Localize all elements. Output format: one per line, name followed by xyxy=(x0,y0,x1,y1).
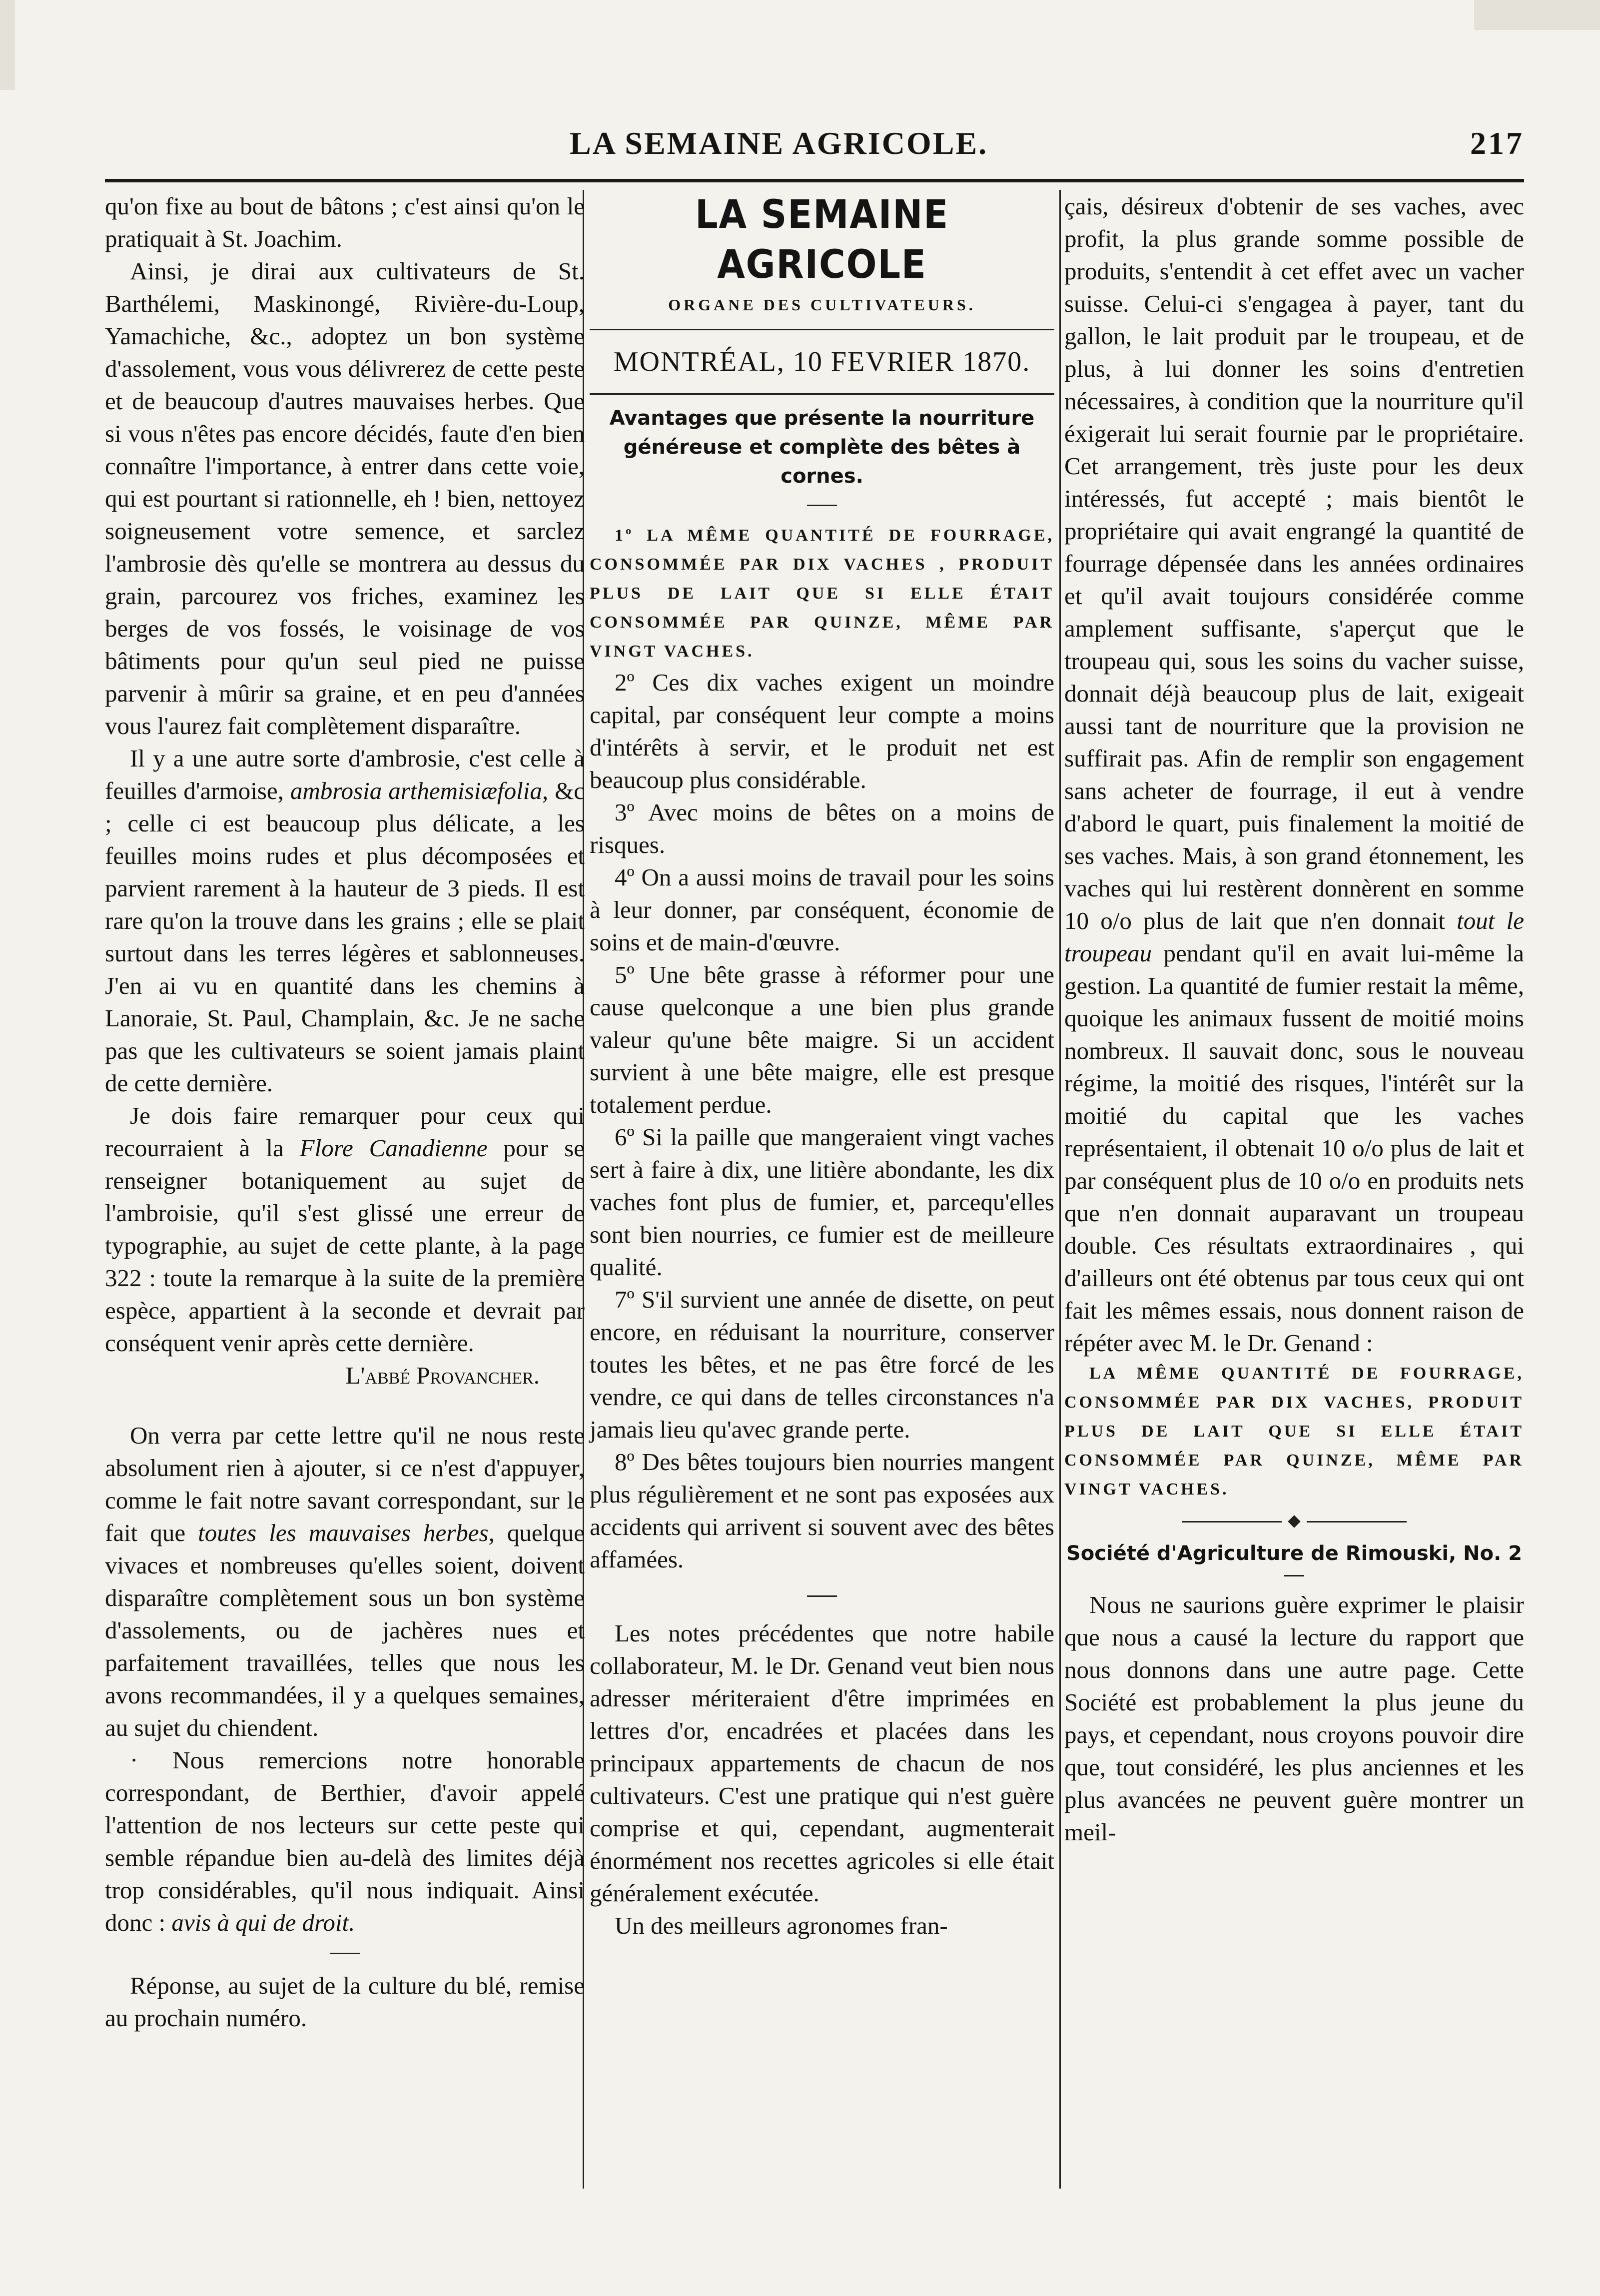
paragraph: qu'on fixe au bout de bâtons ; c'est ainsi qu'on le pratiquait à St. Joachim. xyxy=(105,192,585,252)
text-run: On verra par cette lettre qu'il ne nous reste absolument rien à ajouter, si ce n'est d'appuyer, comme le fait notre savant correspondant, sur le fait que xyxy=(105,1422,585,1546)
article-headline: Société d'Agriculture de Rimouski, No. 2 xyxy=(1066,1542,1523,1565)
column-1 xyxy=(105,190,585,2034)
text-run: quelque vivaces et nombreuses qu'elles soient, doivent disparaître complètement sous un bon système d'assolements, ou de jachères nues et parfaitement travaillées, telles que nous les avons recommandées, il y a quelques semaines, au sujet du chiendent. xyxy=(105,1519,585,1741)
text-run: Je dois faire remarquer pour ceux qui recourraient à la xyxy=(105,1102,585,1162)
italic-phrase: avis à qui de droit. xyxy=(171,1909,355,1936)
column-2 xyxy=(590,190,1054,1942)
paragraph: Ainsi, je dirai aux cultivateurs de St. Barthélemi, Maskinongé, Rivière-du-Loup, Yamachiche, &c., adoptez un bon système d'assolement, vous vous délivrerez de cette peste et de beaucoup d'autres mauvaises herbes. Que si vous n'êtes pas encore décidés, faute d'en bien connaître l'importance, à entrer dans cette voie, qui est pourtant si rationnelle, eh ! bien, nettoyez soigneusement votre semence, et sarclez l'ambrosie dès qu'elle se montrera au dessus du grain, parcourez vos friches, examinez les berges de vos fossés, le voisinage de vos bâtiments pour qu'un seul pied ne puisse parvenir à mûrir sa graine, et en peu d'années vous l'aurez fait complètement disparaître. xyxy=(105,257,585,740)
paragraph: Nous ne saurions guère exprimer le plaisir que nous a causé la lecture du rapport que nous donnons dans une autre page. Cette Société est probablement la plus jeune du pays, et cependant, nous croyons pouvoir dire que, tout considéré, les plus anciennes et les plus avancées ne peuvent guère montrer un meil- xyxy=(1064,1591,1524,1846)
list-item: 3º Avec moins de bêtes on a moins de risques. xyxy=(590,798,1054,858)
text-run: · Nous remercions notre honorable correspondant, de Berthier, d'avoir appelé l'attention de nos lecteurs sur cette peste qui semble répandue bien au-delà des limites déjà trop considérables, qu'il nous indiquait. Ainsi donc : xyxy=(105,1746,585,1936)
ornament-line xyxy=(1182,1521,1282,1523)
spacer xyxy=(105,1392,585,1419)
masthead: LA SEMAINE AGRICOLE xyxy=(695,192,949,287)
text-run: &c ; celle ci est beaucoup plus délicate, a les feuilles moins rudes et plus décomposées et parvient rarement à la hauteur de 3 pieds. Il est rare qu'on la trouve dans les grains ; elle se plait surtout dans les terres légères et sablonneuses. J'en ai vu en quantité dans les chemins à Lanoraie, St. Paul, Champlain, &c. Je ne sache pas que les cultivateurs se soient jamais plaint de cette dernière. xyxy=(105,777,585,1097)
italic-phrase: toutes les mauvaises herbes, xyxy=(198,1519,495,1546)
text-run: pendant qu'il en avait lui-même la gestion. La quantité de fumier restait la même, quoique les animaux fussent de moitié moins nombreux. Il sauvait donc, sous le nouveau régime, la moitié des risques, l'intérêt sur la moitié du capital que les vaches représentaient, il obtenait 10 o/o plus de lait et par conséquent plus de 10 o/o en produits nets que n'en donnait auparavant un troupeau double. Ces résultats extraordinaires , qui d'ailleurs ont été obtenus par tous ceux qui ont fait les mêmes essais, nous donnent raison de répéter avec M. le Dr. Genand : xyxy=(1064,939,1525,1357)
section-divider xyxy=(807,1595,837,1597)
ornament-divider xyxy=(1064,1517,1524,1526)
text-run: çais, désireux d'obtenir de ses vaches, avec profit, la plus grande somme possible de produits, s'entendit à cet effet avec un vacher suisse. Celui-ci s'engagea à payer, tant du gallon, le lait produit par le troupeau, et de plus, à lui donner les soins d'entretien nécessaires, à condition que la nourriture qu'il éxigerait lui serait fournie par le propriétaire. Cet arrangement, très juste pour les deux intéressés, fut accepté ; mais bientôt le propriétaire qui avait engrangé la quantité de fourrage dépensée dans les années ordinaires et qu'il avait toujours considérée comme amplement suffisante, s'aperçut que le troupeau qui, sous les soins du vacher suisse, donnait déjà beaucoup plus de lait, exigeait aussi tant de nourriture que la provision ne suffirait pas. Afin de remplir son engagement sans acheter de fourrage, il eut à vendre d'abord le quart, puis finalement la moitié de ses vaches. Mais, à son grand étonnement, les vaches qui lui restèrent donnèrent en somme 10 o/o plus de lait que n'en donnait xyxy=(1064,192,1524,934)
paragraph xyxy=(1064,190,1524,1359)
list-item: 4º On a aussi moins de travail pour les soins à leur donner, par conséquent, économie de soins et de main-d'œuvre. xyxy=(590,863,1054,956)
text-run: Il y a une autre sorte d'ambrosie, c'est celle à feuilles d'armoise, xyxy=(105,745,585,804)
list-item: 5º Une bête grasse à réformer pour une cause quelconque a une bien plus grande valeur qu'une bête maigre. Si un accident survient à une bête maigre, elle est presque totalement perdue. xyxy=(590,961,1054,1118)
italic-phrase: tout le troupeau xyxy=(1064,907,1524,967)
dateline: MONTRÉAL, 10 FEVRIER 1870. xyxy=(613,346,1031,377)
section-divider xyxy=(1284,1575,1304,1576)
paper-edge xyxy=(0,0,15,90)
paragraph: Les notes précédentes que notre habile collaborateur, M. le Dr. Genand veut bien nous adresser mériteraient d'être imprimées en lettres d'or, encadrées et placées dans les principaux appartements de chacun de nos cultivateurs. C'est une pratique qui n'est guère comprise et qui, cependant, augmenterait énormément nos recettes agricoles si elle était généralement exécutée. xyxy=(590,1619,1054,1907)
text-run: pour se renseigner botaniquement au sujet de l'ambroisie, qu'il s'est glissé une erreur de typographie, au sujet de cette plante, à la page 322 : toute la remarque à la suite de la première espèce, appartient à la seconde et devrait par conséquent venir après cette dernière. xyxy=(105,1134,585,1357)
ornament-line xyxy=(1307,1521,1407,1523)
dateline-rule xyxy=(590,393,1054,395)
quote-caps: LA MÊME QUANTITÉ DE FOURRAGE, CONSOMMÉE PAR DIX VACHES, PRODUIT PLUS DE LAIT QUE SI ELLE ÉTAIT CONSOMMÉE PAR QUINZE, MÊME PAR VINGT VACHES. xyxy=(1064,1364,1524,1499)
list-item: 7º S'il survient une année de disette, on peut encore, en réduisant la nourriture, conserver toutes les bêtes, et ne pas être forcé de les vendre, ce qui dans de telles circonstances n'a jamais lieu qu'avec grande perte. xyxy=(590,1286,1054,1443)
paragraph xyxy=(105,742,585,1099)
paragraph xyxy=(105,1419,585,1744)
italic-term: ambrosia arthemisiæfolia, xyxy=(290,777,549,804)
list-item: 1º LA MÊME QUANTITÉ DE FOURRAGE, CONSOMMÉE PAR DIX VACHES , PRODUIT PLUS DE LAIT QUE SI ELLE ÉTAIT CONSOMMÉE PAR QUINZE, MÊME PAR VINGT VACHES. xyxy=(590,526,1054,661)
running-title: LA SEMAINE AGRICOLE. xyxy=(570,125,988,161)
masthead-subtitle: ORGANE DES CULTIVATEURS. xyxy=(668,296,976,314)
section-divider xyxy=(330,1953,360,1954)
paper-stain xyxy=(1474,0,1600,30)
list-item: 8º Des bêtes toujours bien nourries mangent plus régulièrement et ne sont pas exposées aux accidents qui arrivent si souvent avec des bêtes affamées. xyxy=(590,1448,1054,1573)
diamond-icon xyxy=(1288,1515,1300,1528)
list-item: 6º Si la paille que mangeraient vingt vaches sert à faire à dix, une litière abondante, les dix vaches font plus de fumier, et, parcequ'elles sont bien nourries, ce fumier est de meilleure qualité. xyxy=(590,1123,1054,1281)
italic-title: Flore Canadienne xyxy=(299,1134,488,1162)
running-header xyxy=(105,125,1524,170)
list-item: 2º Ces dix vaches exigent un moindre capital, par conséquent leur compte a moins d'intérêts à servir, et le produit net est beaucoup plus considérable. xyxy=(590,669,1054,793)
signature: L'abbé Provancher. xyxy=(345,1362,540,1389)
paragraph xyxy=(105,1744,585,1939)
header-rule xyxy=(105,179,1524,182)
section-divider xyxy=(807,505,837,506)
paragraph xyxy=(105,1099,585,1359)
column-rule-2 xyxy=(1059,190,1061,2189)
paragraph: Un des meilleurs agronomes fran- xyxy=(615,1912,948,1939)
page-number: 217 xyxy=(1470,125,1524,161)
article-headline: Avantages que présente la nourriture généreuse et complète des bêtes à cornes. xyxy=(609,407,1035,488)
column-3 xyxy=(1064,190,1524,1848)
masthead-rule xyxy=(590,329,1054,330)
paragraph: Réponse, au sujet de la culture du blé, remise au prochain numéro. xyxy=(105,1972,585,2032)
